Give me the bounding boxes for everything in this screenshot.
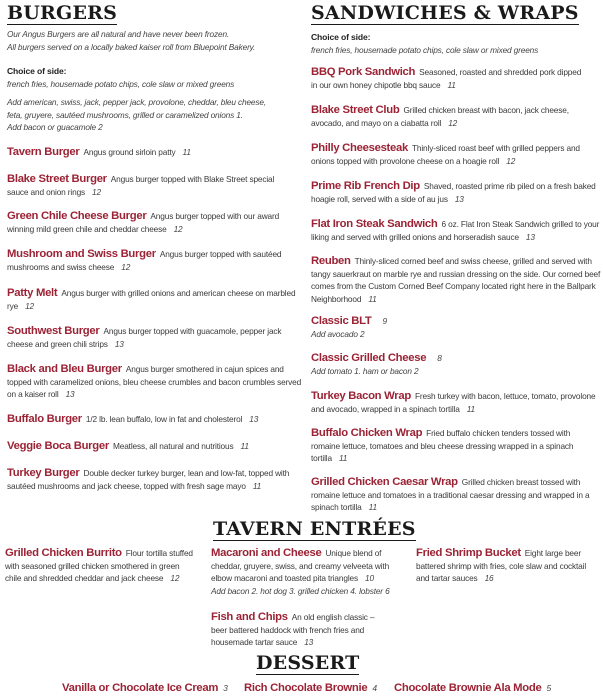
- item-price: 13: [454, 193, 464, 204]
- item-addon: Add tomato 1. ham or bacon 2: [311, 365, 419, 376]
- burgers-addons: [7, 96, 302, 134]
- burgers-menu-item: [7, 363, 302, 401]
- item-description: Thinly-sliced roast beef with grilled peppers and onions topped with provolone cheese on a hoagie roll: [311, 143, 580, 166]
- side-label: Choice of side:: [311, 32, 371, 42]
- item-name: Macaroni and Cheese: [211, 547, 322, 559]
- item-price: 13: [249, 414, 259, 424]
- side-text: french fries, housemade potato chips, cole slaw or mixed greens: [311, 44, 539, 55]
- item-price: 13: [65, 389, 75, 400]
- burgers-menu-item: [7, 173, 297, 198]
- sandwiches-menu-item: [311, 476, 596, 514]
- item-description: Eight large beer battered shrimp with fries, cole slaw and cocktail and tartar sauces: [416, 548, 587, 584]
- item-description: Double decker turkey burger, lean and low-fat, topped with sautéed mushrooms and jack cheese, topped with fresh sage mayo: [7, 468, 290, 491]
- item-price: 11: [338, 453, 348, 464]
- item-price: 12: [506, 155, 516, 166]
- item-description: Unique blend of cheddar, gruyere, swiss, and creamy velveeta with elbow macaroni and toasted pita triangles: [211, 548, 390, 584]
- item-name: Fried Shrimp Bucket: [416, 547, 521, 559]
- item-name: Rich Chocolate Brownie: [244, 682, 368, 694]
- item-name: Blake Street Burger: [7, 173, 107, 185]
- item-description: An old english classic – beer battered haddock with french fries and housemade tartar sauce: [211, 612, 375, 648]
- item-description: Angus burger topped with Blake Street special sauce and onion rings: [7, 174, 275, 197]
- item-name: Turkey Bacon Wrap: [311, 390, 411, 402]
- item-name: Grilled Chicken Burrito: [5, 547, 122, 559]
- item-price: 11: [368, 293, 377, 304]
- item-description: Angus burger topped with guacamole, pepper jack cheese and green chili strips: [7, 326, 282, 349]
- item-price: 12: [121, 261, 131, 272]
- item-price: 12: [173, 223, 183, 234]
- sandwiches-menu-item: [311, 427, 581, 465]
- sandwiches-menu-item: [311, 255, 601, 305]
- entrees-menu-item: [5, 547, 195, 585]
- burgers-menu-item: [7, 146, 297, 159]
- entrees-menu-item: [211, 611, 376, 649]
- item-name: Chocolate Brownie Ala Mode: [394, 682, 542, 694]
- item-price: 11: [447, 79, 456, 90]
- item-name: Patty Melt: [7, 287, 58, 299]
- item-price: 12: [25, 300, 35, 311]
- item-description: Angus ground sirloin patty: [83, 147, 176, 157]
- item-price: 11: [368, 502, 377, 513]
- intro-line: All burgers served on a locally baked kaiser roll from Bluepoint Bakery.: [7, 41, 256, 52]
- item-name: Classic Grilled Cheese: [311, 352, 427, 364]
- item-description: 6 oz. Flat Iron Steak Sandwich grilled to your liking and served with grilled onions and horseradish sauce: [311, 219, 600, 242]
- sandwiches-menu-item: [311, 352, 596, 377]
- item-addon: Add avocado 2: [311, 328, 365, 339]
- item-description: Angus burger smothered in cajun spices and topped with caramelized onions, bleu cheese crumbles and bacon crumbles served on a kaiser roll: [7, 364, 302, 400]
- item-price: 13: [525, 231, 535, 242]
- item-name: Tavern Burger: [7, 146, 80, 158]
- item-name: Fish and Chips: [211, 611, 288, 623]
- item-name: Southwest Burger: [7, 325, 100, 337]
- item-price: 4: [372, 683, 378, 693]
- item-name: Flat Iron Steak Sandwich: [311, 218, 438, 230]
- item-price: 3: [223, 683, 228, 693]
- burgers-heading: BURGERS: [7, 2, 118, 24]
- item-description: Grilled chicken breast tossed with romaine lettuce and tomatoes in a traditional caesar dressing and wrapped in a spinach tortilla: [311, 477, 590, 513]
- item-name: Blake Street Club: [311, 104, 400, 116]
- burgers-menu-item: [7, 325, 297, 350]
- sandwiches-menu-item: [311, 104, 596, 129]
- item-description: Fresh turkey with bacon, lettuce, tomato, provolone and avocado, wrapped in a spinach tortilla: [311, 391, 596, 414]
- dessert-menu-item: [394, 682, 551, 694]
- sandwiches-menu-item: [311, 142, 596, 167]
- item-description: Thinly-sliced corned beef and swiss cheese, grilled and served with tangy sauerkraut on marble rye and russian dressing on the side. Our corned beef comes from the Custom Corned Beef Company located right here in the Ballpark Neighborhood: [311, 256, 601, 304]
- item-name: Grilled Chicken Caesar Wrap: [311, 476, 458, 488]
- item-price: 11: [240, 441, 249, 451]
- item-price: 11: [252, 480, 262, 491]
- burgers-menu-item: [7, 287, 297, 312]
- side-text: french fries, housemade potato chips, cole slaw or mixed greens: [7, 78, 235, 89]
- burgers-side-info: [7, 65, 302, 90]
- sandwiches-menu-item: [311, 66, 586, 91]
- entrees-menu-item: [211, 547, 396, 597]
- dessert-menu-item: [244, 682, 377, 694]
- item-name: Prime Rib French Dip: [311, 180, 420, 192]
- entrees-menu-item: [416, 547, 601, 585]
- item-price: 12: [170, 573, 180, 584]
- sandwiches-menu-item: [311, 315, 596, 340]
- item-description: 1/2 lb. lean buffalo, low in fat and cholesterol: [85, 414, 243, 424]
- item-description: Angus burger with grilled onions and american cheese on marbled rye: [7, 288, 296, 311]
- item-description: Shaved, roasted prime rib piled on a fresh baked hoagie roll, served with a side of au jus: [311, 181, 596, 204]
- burgers-intro: [7, 28, 302, 53]
- item-price: 10: [364, 573, 374, 584]
- item-name: BBQ Pork Sandwich: [311, 66, 416, 78]
- addon-line: Add american, swiss, jack, pepper jack, provolone, cheddar, bleu cheese,: [7, 97, 266, 107]
- intro-line: Our Angus Burgers are all natural and have never been frozen.: [7, 29, 230, 39]
- item-price: 9: [382, 316, 387, 326]
- dessert-menu-item: [62, 682, 228, 694]
- item-price: 11: [466, 403, 476, 414]
- item-price: 11: [182, 147, 191, 157]
- burgers-menu-item: [7, 440, 302, 453]
- item-description: Fried buffalo chicken tenders tossed with romaine lettuce, tomatoes and bleu cheese dressing wrapped in a spinach tortilla: [311, 428, 574, 464]
- sandwiches-menu-item: [311, 390, 596, 415]
- sandwiches-heading: SANDWICHES & WRAPS: [311, 2, 579, 24]
- dessert-heading: DESSERT: [256, 652, 360, 674]
- burgers-menu-item: [7, 467, 302, 492]
- item-description: Seasoned, roasted and shredded pork dipped in our own honey chipotle bbq sauce: [311, 67, 582, 90]
- item-price: 16: [484, 573, 494, 584]
- item-name: Vanilla or Chocolate Ice Cream: [62, 682, 219, 694]
- item-price: 12: [448, 117, 458, 128]
- item-price: 5: [546, 683, 552, 693]
- item-name: Classic BLT: [311, 315, 372, 327]
- burgers-menu-item: [7, 210, 297, 235]
- burgers-menu-item: [7, 248, 297, 273]
- item-name: Reuben: [311, 255, 351, 267]
- item-description: Angus burger topped with sautéed mushrooms and swiss cheese: [7, 249, 282, 272]
- item-name: Buffalo Burger: [7, 413, 82, 425]
- item-price: 12: [92, 186, 101, 197]
- item-name: Green Chile Cheese Burger: [7, 210, 147, 222]
- item-description: Flour tortilla stuffed with seasoned grilled chicken smothered in green chile and shredded cheddar and jack cheese: [5, 548, 193, 584]
- item-price: 8: [437, 353, 442, 363]
- item-description: Angus burger topped with our award winning mild green chile and cheddar cheese: [7, 211, 280, 234]
- item-name: Turkey Burger: [7, 467, 80, 479]
- item-name: Black and Bleu Burger: [7, 363, 122, 375]
- addon-line: Add bacon or guacamole 2: [7, 122, 103, 133]
- item-description: Grilled chicken breast with bacon, jack cheese, avocado, and mayo on a ciabatta roll: [311, 105, 569, 128]
- item-name: Philly Cheesesteak: [311, 142, 408, 154]
- entrees-heading: TAVERN ENTRÉES: [213, 518, 416, 540]
- item-price: 13: [114, 338, 124, 349]
- item-name: Buffalo Chicken Wrap: [311, 427, 423, 439]
- burgers-menu-item: [7, 413, 302, 426]
- side-label: Choice of side:: [7, 66, 67, 76]
- item-description: Meatless, all natural and nutritious: [112, 441, 234, 451]
- sandwiches-menu-item: [311, 180, 596, 205]
- item-price: 13: [304, 637, 314, 648]
- item-name: Mushroom and Swiss Burger: [7, 248, 156, 260]
- item-addon: Add bacon 2. hot dog 3. grilled chicken 4. lobster 6: [211, 585, 390, 596]
- addon-line: feta, gruyere, sautéed mushrooms, grilled or caramelized onions 1.: [7, 109, 243, 120]
- sandwiches-menu-item: [311, 218, 601, 243]
- item-name: Veggie Boca Burger: [7, 440, 109, 452]
- sandwiches-side-info: [311, 31, 596, 56]
